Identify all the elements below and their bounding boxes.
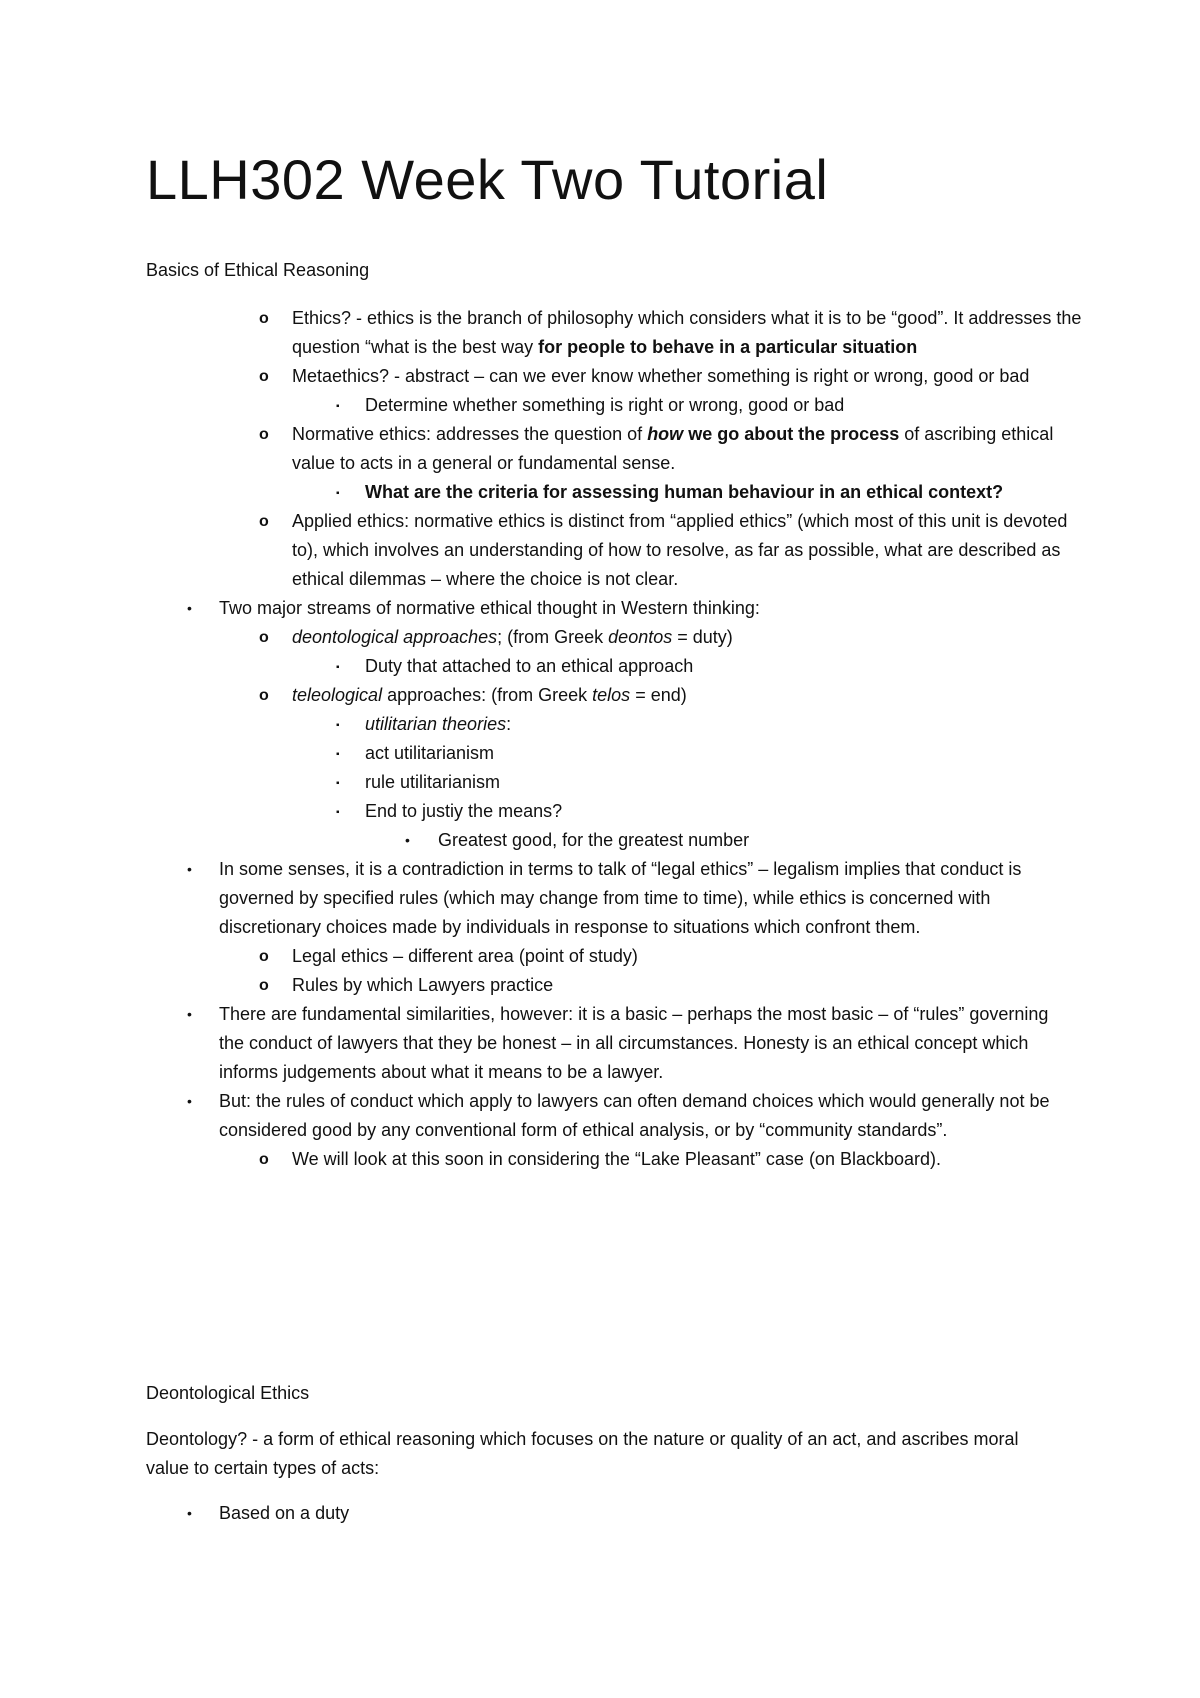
bullet-marker: o <box>259 687 269 704</box>
list-item-text <box>365 478 1200 507</box>
text-run: End to justiy the means? <box>365 801 563 821</box>
list-item-text <box>219 1087 1059 1145</box>
list-item-text <box>292 420 1082 478</box>
list-item <box>0 1145 1200 1174</box>
bullet-marker: ▪ <box>336 778 340 789</box>
bullet-marker: • <box>405 832 410 848</box>
list-item <box>0 594 1200 623</box>
list-item <box>0 855 1200 942</box>
bullet-marker: • <box>187 1006 192 1022</box>
list-item-text <box>292 623 1082 652</box>
bullet-marker: o <box>259 948 269 965</box>
text-run: Greatest good, for the greatest number <box>438 830 750 850</box>
text-run: In some senses, it is a contradiction in terms to talk of “legal ethics” – legalism implies that conduct is governed by specified rules (which may change from time to time), while ethics is concerned with discretionary choices made by individuals in response to situations which confront them. <box>219 859 1022 937</box>
text-run: Normative ethics: addresses the question of <box>292 424 648 444</box>
section-heading-deontological: Deontological Ethics <box>146 1383 310 1403</box>
text-run: Rules by which Lawyers practice <box>292 975 554 995</box>
list-item <box>0 478 1200 507</box>
list-item <box>0 1087 1200 1145</box>
list-item-text <box>219 855 1059 942</box>
list-item <box>0 942 1200 971</box>
text-run: There are fundamental similarities, however: it is a basic – perhaps the most basic – of “rules” governing the conduct of lawyers that they be honest – in all circumstances. Honesty is an ethical concept which informs judgements about what it means to be a lawyer. <box>219 1004 1049 1082</box>
text-run: Applied ethics: normative ethics is distinct from “applied ethics” (which most of this unit is devoted to), which involves an understanding of how to resolve, as far as possible, what are described as ethical dilemmas – where the choice is not clear. <box>292 511 1068 589</box>
list-item <box>0 826 1200 855</box>
bullet-marker: o <box>259 629 269 646</box>
bullet-marker: • <box>187 600 192 616</box>
text-run: teleological <box>292 685 383 705</box>
list-item <box>0 1499 1200 1528</box>
text-run: how <box>647 424 684 444</box>
text-run: Legal ethics – different area (point of study) <box>292 946 638 966</box>
text-run: But: the rules of conduct which apply to lawyers can often demand choices which would generally not be considered good by any conventional form of ethical analysis, or by “community standards”. <box>219 1091 1050 1140</box>
list-item-text <box>292 507 1082 594</box>
deontology-list <box>0 1499 1200 1528</box>
section-heading-basics: Basics of Ethical Reasoning <box>146 260 370 280</box>
list-item <box>0 739 1200 768</box>
list-item-text <box>292 681 1082 710</box>
bullet-marker: ▪ <box>336 749 340 760</box>
text-run: = end) <box>630 685 687 705</box>
text-run: Ethics? - ethics is the branch of philosophy which considers what it is to be “good”. It addresses the question “what is the best way <box>292 308 1082 357</box>
bullet-marker: o <box>259 513 269 530</box>
text-run: approaches: (from Greek <box>382 685 593 705</box>
list-item-text <box>219 1000 1059 1087</box>
list-item <box>0 971 1200 1000</box>
list-item <box>0 623 1200 652</box>
text-run: Determine whether something is right or wrong, good or bad <box>365 395 845 415</box>
bullet-marker: ▪ <box>336 401 340 412</box>
text-run: = duty) <box>672 627 733 647</box>
text-run: telos <box>592 685 631 705</box>
list-item <box>0 681 1200 710</box>
list-item <box>0 768 1200 797</box>
list-item-text <box>365 768 1200 797</box>
text-run: Two major streams of normative ethical thought in Western thinking: <box>219 598 760 618</box>
text-run: act utilitarianism <box>365 743 495 763</box>
bullet-marker: ▪ <box>336 807 340 818</box>
list-item <box>0 652 1200 681</box>
list-item-text <box>365 391 1200 420</box>
list-item <box>0 420 1200 478</box>
list-item <box>0 362 1200 391</box>
list-item-text <box>365 710 1200 739</box>
list-item-text <box>292 971 1082 1000</box>
text-run: deontos <box>608 627 673 647</box>
bullet-marker: o <box>259 426 269 443</box>
ethical-reasoning-list <box>0 304 1200 1174</box>
list-item-text <box>219 594 1059 623</box>
list-item-text <box>219 1499 1059 1528</box>
bullet-marker: o <box>259 977 269 994</box>
text-run: : <box>506 714 512 734</box>
list-item-text <box>365 739 1200 768</box>
list-item <box>0 797 1200 826</box>
bullet-marker: o <box>259 310 269 327</box>
list-item <box>0 391 1200 420</box>
list-item-text <box>365 652 1200 681</box>
text-run: We will look at this soon in considering the “Lake Pleasant” case (on Blackboard). <box>292 1149 942 1169</box>
bullet-marker: o <box>259 368 269 385</box>
bullet-marker: • <box>187 1093 192 1109</box>
text-run: Based on a duty <box>219 1503 350 1523</box>
text-run: deontological approaches <box>292 627 498 647</box>
bullet-marker: ▪ <box>336 488 340 499</box>
deontology-paragraph: Deontology? - a form of ethical reasoning which focuses on the nature or quality of an act, and ascribes moral value to certain types of acts: <box>146 1429 1019 1478</box>
list-item-text <box>292 362 1082 391</box>
text-run: we go about the process <box>683 424 900 444</box>
bullet-marker: • <box>187 1505 192 1521</box>
list-item <box>0 710 1200 739</box>
document-title: LLH302 Week Two Tutorial <box>146 148 829 211</box>
text-run: Duty that attached to an ethical approach <box>365 656 694 676</box>
list-item-text <box>292 304 1082 362</box>
text-run: for people to behave in a particular situation <box>538 337 918 357</box>
list-item <box>0 1000 1200 1087</box>
list-item-text <box>365 797 1200 826</box>
text-run: rule utilitarianism <box>365 772 501 792</box>
bullet-marker: ▪ <box>336 720 340 731</box>
list-item <box>0 507 1200 594</box>
text-run: Metaethics? - abstract – can we ever know whether something is right or wrong, good or bad <box>292 366 1030 386</box>
text-run: of ascribing ethical value to acts in a general or fundamental sense. <box>292 424 1054 473</box>
bullet-marker: o <box>259 1151 269 1168</box>
list-item-text <box>438 826 1200 855</box>
text-run: ; (from Greek <box>497 627 609 647</box>
text-run: utilitarian theories <box>365 714 507 734</box>
list-item-text <box>292 1145 1082 1174</box>
list-item-text <box>292 942 1082 971</box>
bullet-marker: ▪ <box>336 662 340 673</box>
text-run: What are the criteria for assessing human behaviour in an ethical context? <box>365 482 1004 502</box>
list-item <box>0 304 1200 362</box>
bullet-marker: • <box>187 861 192 877</box>
